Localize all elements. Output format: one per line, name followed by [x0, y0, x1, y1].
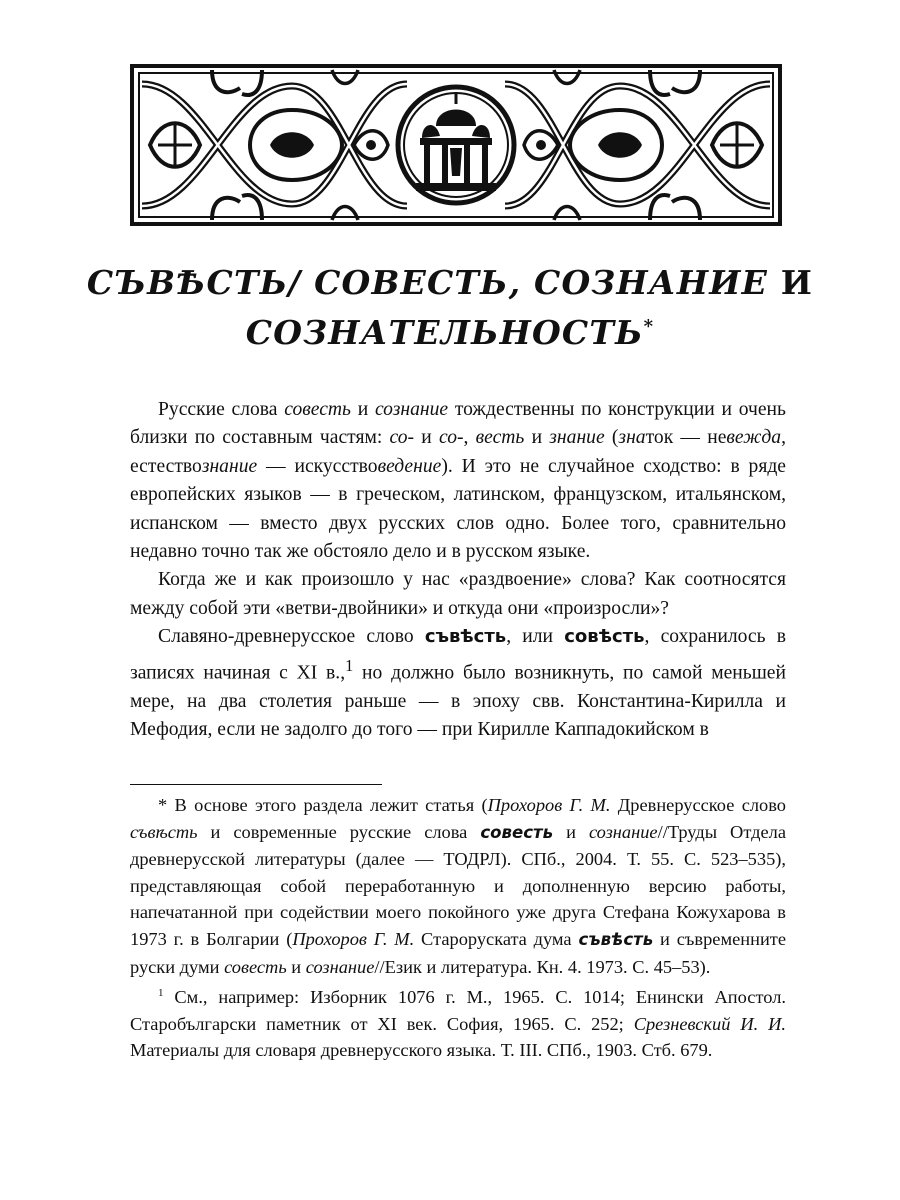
title-line2: СОЗНАТЕЛЬНОСТЬ: [245, 313, 644, 352]
footnote-mark-1: 1: [158, 987, 164, 1000]
title-line1-part2: СОЗНАНИЕ: [534, 263, 768, 302]
ornamental-header-banner: [130, 64, 782, 226]
title-line1-part1: СЪВѢСТЬ/ СОВЕСТЬ,: [86, 263, 522, 302]
title-line1-conj: И: [780, 263, 814, 302]
paragraph-1: Русские слова совесть и сознание тождественны по конструкции и очень близки по составным частям: со- и со-, весть и знание (знаток — невежда, естествознание — искусствоведение). И это не случайное сходство: в ряде европейских языков — в греческом, латинском, французском, итальянском, испанском — вместо двух русских слов одно. Более того, сравнительно недавно точно так же обстояло дело и в русском языке.: [130, 399, 786, 563]
title-footnote-mark: *: [643, 316, 655, 337]
footnote-ref-1[interactable]: 1: [345, 655, 354, 675]
footnote-mark-asterisk: *: [158, 795, 168, 815]
footnote-1: $^1$ См., например: Изборник 1076 г. М., 1965. С. 1014; Енински Апостол. Старобългарски паметник от XI век. София, 1965. С. 252; Срезневский И. И. Материалы для словаря древнерусского языка. Т. III. СПб., 1903. Стб. 679.: [130, 987, 786, 1061]
footnote-divider: [130, 784, 382, 785]
footnote-asterisk: * В основе этого раздела лежит статья (Прохоров Г. М. Древнерусское слово съвѣсть и современные русские слова совесть и сознание//Труды Отдела древнерусской литературы (далее — ТОДРЛ). СПб., 2004. Т. 55. С. 523–535), представляющая собой переработанную и дополненную версию работы, напечатанной при содействии моего покойного уже друга Стефана Кожухарова в 1973 г. в Болгарии (Прохоров Г. М. Старорускатa дума съвѣсть и съвременните руски думи совесть и сознание//Език и литература. Кн. 4. 1973. С. 45–53).: [130, 795, 786, 977]
chapter-title: [60, 258, 840, 358]
body-text: [130, 396, 786, 744]
paragraph-3: Славяно-древнерусское слово съвѣсть, или совѣсть, сохранилось в записях начиная с XI в.,$^1$ но должно было возникнуть, по самой меньшей мере, на два столетия раньше — в эпоху свв. Константина-Кирилла и Мефодия, если не задолго до того — при Кирилле Каппадокийском в: [130, 626, 786, 740]
footnotes: [130, 792, 786, 1064]
paragraph-2: Когда же и как произошло у нас «раздвоение» слова? Как соотносятся между собой эти «ветви-двойники» и откуда они «произросли»?: [130, 569, 786, 619]
